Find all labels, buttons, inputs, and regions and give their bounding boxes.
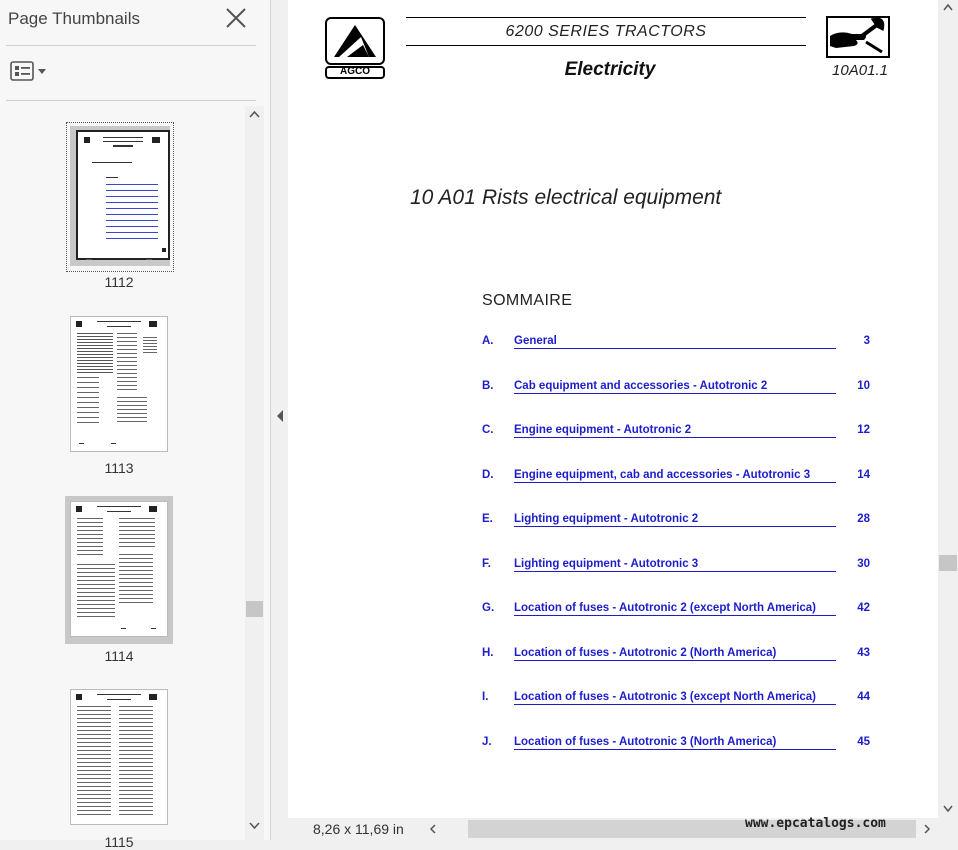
collapse-panel-icon[interactable]	[275, 408, 285, 424]
toc-item[interactable]	[482, 736, 870, 754]
toc-page-number: 30	[857, 558, 870, 570]
toc-page-number: 28	[857, 513, 870, 525]
divider	[6, 100, 256, 101]
leader-line	[514, 393, 836, 394]
header-rule	[406, 17, 806, 18]
agco-logo	[325, 17, 385, 79]
scroll-down-icon[interactable]	[942, 802, 954, 814]
leader-line	[514, 482, 836, 483]
toc-page-number: 12	[857, 424, 870, 436]
scroll-up-icon[interactable]	[248, 108, 261, 122]
toc-page-number: 10	[857, 380, 870, 392]
toc-text: Lighting equipment - Autotronic 2	[514, 513, 701, 525]
toc-page-number: 44	[857, 691, 870, 703]
thumbnail-list	[0, 106, 244, 850]
toc-page-number: 43	[857, 647, 870, 659]
scroll-up-icon[interactable]	[942, 2, 954, 14]
leader-line	[514, 749, 836, 750]
toc-letter: B.	[482, 380, 494, 392]
toc-item[interactable]	[482, 513, 870, 531]
divider	[6, 45, 256, 46]
scrollbar-thumb[interactable]	[246, 601, 263, 617]
document-page	[288, 0, 938, 818]
scrollbar-thumb[interactable]	[939, 555, 957, 571]
thumbnails-panel	[0, 0, 271, 850]
toc-letter: F.	[482, 558, 491, 570]
toc-item[interactable]	[482, 380, 870, 398]
thumbnail-page-image	[71, 502, 167, 636]
watermark: www.epcatalogs.com	[745, 816, 886, 831]
toc-letter: C.	[482, 424, 494, 436]
toc-page-number: 14	[857, 469, 870, 481]
thumbnail-label: 1113	[104, 460, 134, 476]
toc-text: Engine equipment - Autotronic 2	[514, 424, 694, 436]
toc-text: Lighting equipment - Autotronic 3	[514, 558, 701, 570]
scroll-down-icon[interactable]	[248, 818, 261, 832]
toc-item[interactable]	[482, 691, 870, 709]
toc-letter: I.	[482, 691, 489, 703]
leader-line	[514, 571, 836, 572]
toc-page-number: 3	[863, 335, 870, 347]
scroll-left-icon[interactable]	[428, 823, 438, 835]
contents-heading: SOMMAIRE	[482, 292, 573, 309]
toc-letter: G.	[482, 602, 495, 614]
toc-letter: A.	[482, 335, 494, 347]
thumbnail-label: 1114	[104, 648, 134, 664]
toc-text: Location of fuses - Autotronic 2 (North America)	[514, 647, 779, 659]
thumbnail-1114[interactable]	[65, 496, 173, 644]
toc-text: General	[514, 335, 560, 347]
leader-line	[514, 615, 836, 616]
toc-item[interactable]	[482, 335, 870, 353]
toc-letter: J.	[482, 736, 492, 748]
toc-page-number: 42	[857, 602, 870, 614]
toc-text: Engine equipment, cab and accessories - Autotronic 3	[514, 469, 813, 481]
leader-line	[514, 704, 836, 705]
toc-item[interactable]	[482, 469, 870, 487]
toc-letter: E.	[482, 513, 493, 525]
wrench-hand-icon	[826, 16, 890, 58]
thumbnail-1115[interactable]	[71, 690, 167, 824]
leader-line	[514, 526, 836, 527]
toc-text: Location of fuses - Autotronic 2 (except North America)	[514, 602, 819, 614]
leader-line	[514, 660, 836, 661]
toc-text: Location of fuses - Autotronic 3 (except North America)	[514, 691, 819, 703]
toc-letter: H.	[482, 647, 494, 659]
header-series: 6200 SERIES TRACTORS	[505, 23, 707, 40]
header-section: Electricity	[564, 59, 656, 80]
document-title: Rists electrical equipment	[482, 186, 722, 209]
brand-name: AGCO	[340, 66, 370, 77]
thumbnail-options-button[interactable]	[9, 60, 49, 82]
thumbnail-page-image	[71, 317, 167, 451]
thumbnail-page-image	[71, 690, 167, 824]
toc-item[interactable]	[482, 558, 870, 576]
toc-page-number: 45	[857, 736, 870, 748]
thumbnails-scrollbar[interactable]	[245, 106, 264, 840]
page-size-readout: 8,26 x 11,69 in	[313, 821, 404, 837]
toc-letter: D.	[482, 469, 494, 481]
scroll-right-icon[interactable]	[922, 823, 932, 835]
header-rule	[406, 45, 806, 46]
toc-item[interactable]	[482, 424, 870, 442]
thumbnail-1113[interactable]	[71, 317, 167, 451]
panel-title: Page Thumbnails	[8, 9, 140, 28]
close-panel-button[interactable]	[224, 6, 248, 30]
toc-text: Cab equipment and accessories - Autotronic 2	[514, 380, 770, 392]
thumbnail-label: 1115	[104, 834, 134, 850]
document-scrollbar[interactable]	[938, 0, 958, 818]
close-icon	[224, 6, 248, 30]
options-menu-icon	[9, 60, 49, 82]
toc-item[interactable]	[482, 602, 870, 620]
document-code: 10 A01	[410, 186, 476, 209]
toc-item[interactable]	[482, 647, 870, 665]
leader-line	[514, 348, 836, 349]
thumbnail-page-image	[76, 130, 170, 260]
toc-text: Location of fuses - Autotronic 3 (North America)	[514, 736, 779, 748]
header-code: 10A01.1	[832, 62, 888, 79]
leader-line	[514, 437, 836, 438]
thumbnail-label: 1112	[104, 274, 134, 290]
thumbnail-1112[interactable]	[66, 122, 174, 272]
